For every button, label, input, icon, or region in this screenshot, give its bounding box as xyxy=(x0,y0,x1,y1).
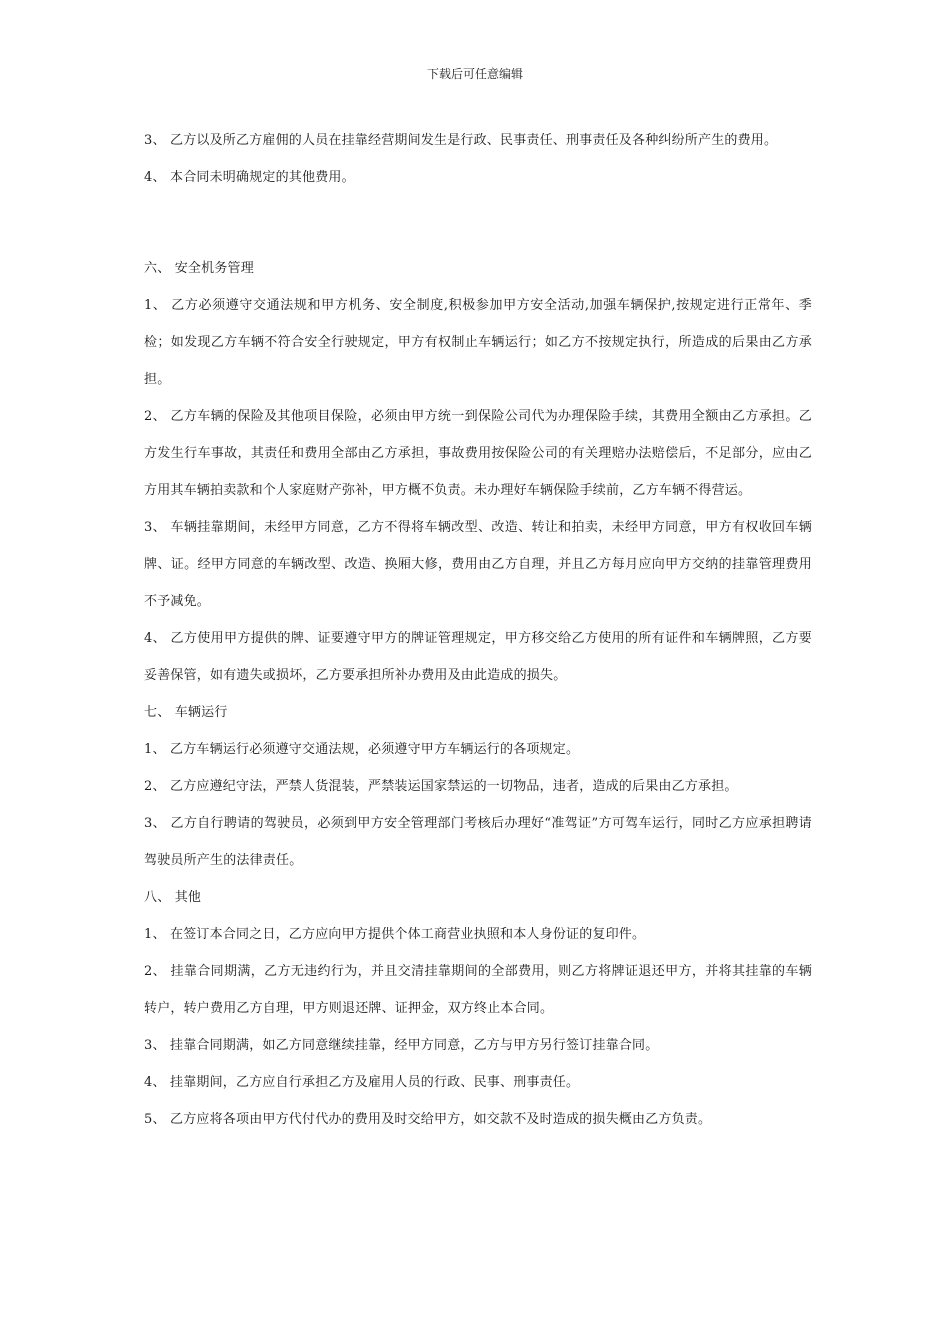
section-gap xyxy=(144,196,812,250)
clause-6-1: 1、 乙方必须遵守交通法规和甲方机务、安全制度,积极参加甲方安全活动,加强车辆保护,按规定进行正常年、季检；如发现乙方车辆不符合安全行驶规定，甲方有权制止车辆运行；如乙方不按规定执行，所造成的后果由乙方承担。 xyxy=(144,298,812,387)
page-header: 下载后可任意编辑 xyxy=(426,67,523,81)
section-heading-8: 八、 其他 xyxy=(144,890,202,905)
clause-8-4: 4、 挂靠期间，乙方应自行承担乙方及雇用人员的行政、民事、刑事责任。 xyxy=(144,1075,580,1090)
clause-7-3: 3、 乙方自行聘请的驾驶员，必须到甲方安全管理部门考核后办理好“准驾证”方可驾车运行，同时乙方应承担聘请驾驶员所产生的法律责任。 xyxy=(144,816,812,868)
clause-8-1: 1、 在签订本合同之日，乙方应向甲方提供个体工商营业执照和本人身份证的复印件。 xyxy=(144,927,646,942)
clause-8-5: 5、 乙方应将各项由甲方代付代办的费用及时交给甲方，如交款不及时造成的损失概由乙方负责。 xyxy=(144,1112,712,1127)
document-body xyxy=(144,122,812,1138)
clause-7-1: 1、 乙方车辆运行必须遵守交通法规，必须遵守甲方车辆运行的各项规定。 xyxy=(144,742,580,757)
clause-8-2: 2、 挂靠合同期满，乙方无违约行为，并且交清挂靠期间的全部费用，则乙方将牌证退还甲方，并将其挂靠的车辆转户，转户费用乙方自理，甲方则退还牌、证押金，双方终止本合同。 xyxy=(144,964,812,1016)
clause-5-4: 4、 本合同未明确规定的其他费用。 xyxy=(144,170,355,185)
clause-6-4: 4、 乙方使用甲方提供的牌、证要遵守甲方的牌证管理规定，甲方移交给乙方使用的所有证件和车辆牌照，乙方要妥善保管，如有遗失或损坏，乙方要承担所补办费用及由此造成的损失。 xyxy=(144,631,812,683)
section-heading-6: 六、 安全机务管理 xyxy=(144,261,254,276)
section-heading-7: 七、 车辆运行 xyxy=(144,705,228,720)
clause-6-3: 3、 车辆挂靠期间，未经甲方同意，乙方不得将车辆改型、改造、转让和拍卖，未经甲方同意，甲方有权收回车辆牌、证。经甲方同意的车辆改型、改造、换厢大修，费用由乙方自理，并且乙方每月应向甲方交纳的挂靠管理费用不予减免。 xyxy=(144,520,812,609)
clause-5-3: 3、 乙方以及所乙方雇佣的人员在挂靠经营期间发生是行政、民事责任、刑事责任及各种纠纷所产生的费用。 xyxy=(144,133,778,148)
clause-6-2: 2、 乙方车辆的保险及其他项目保险，必须由甲方统一到保险公司代为办理保险手续，其费用全额由乙方承担。乙方发生行车事故，其责任和费用全部由乙方承担，事故费用按保险公司的有关理赔办法赔偿后，不足部分，应由乙方用其车辆拍卖款和个人家庭财产弥补，甲方概不负责。未办理好车辆保险手续前，乙方车辆不得营运。 xyxy=(144,409,812,498)
clause-8-3: 3、 挂靠合同期满，如乙方同意继续挂靠，经甲方同意，乙方与甲方另行签订挂靠合同。 xyxy=(144,1038,659,1053)
clause-7-2: 2、 乙方应遵纪守法，严禁人货混装，严禁装运国家禁运的一切物品，违者，造成的后果由乙方承担。 xyxy=(144,779,738,794)
